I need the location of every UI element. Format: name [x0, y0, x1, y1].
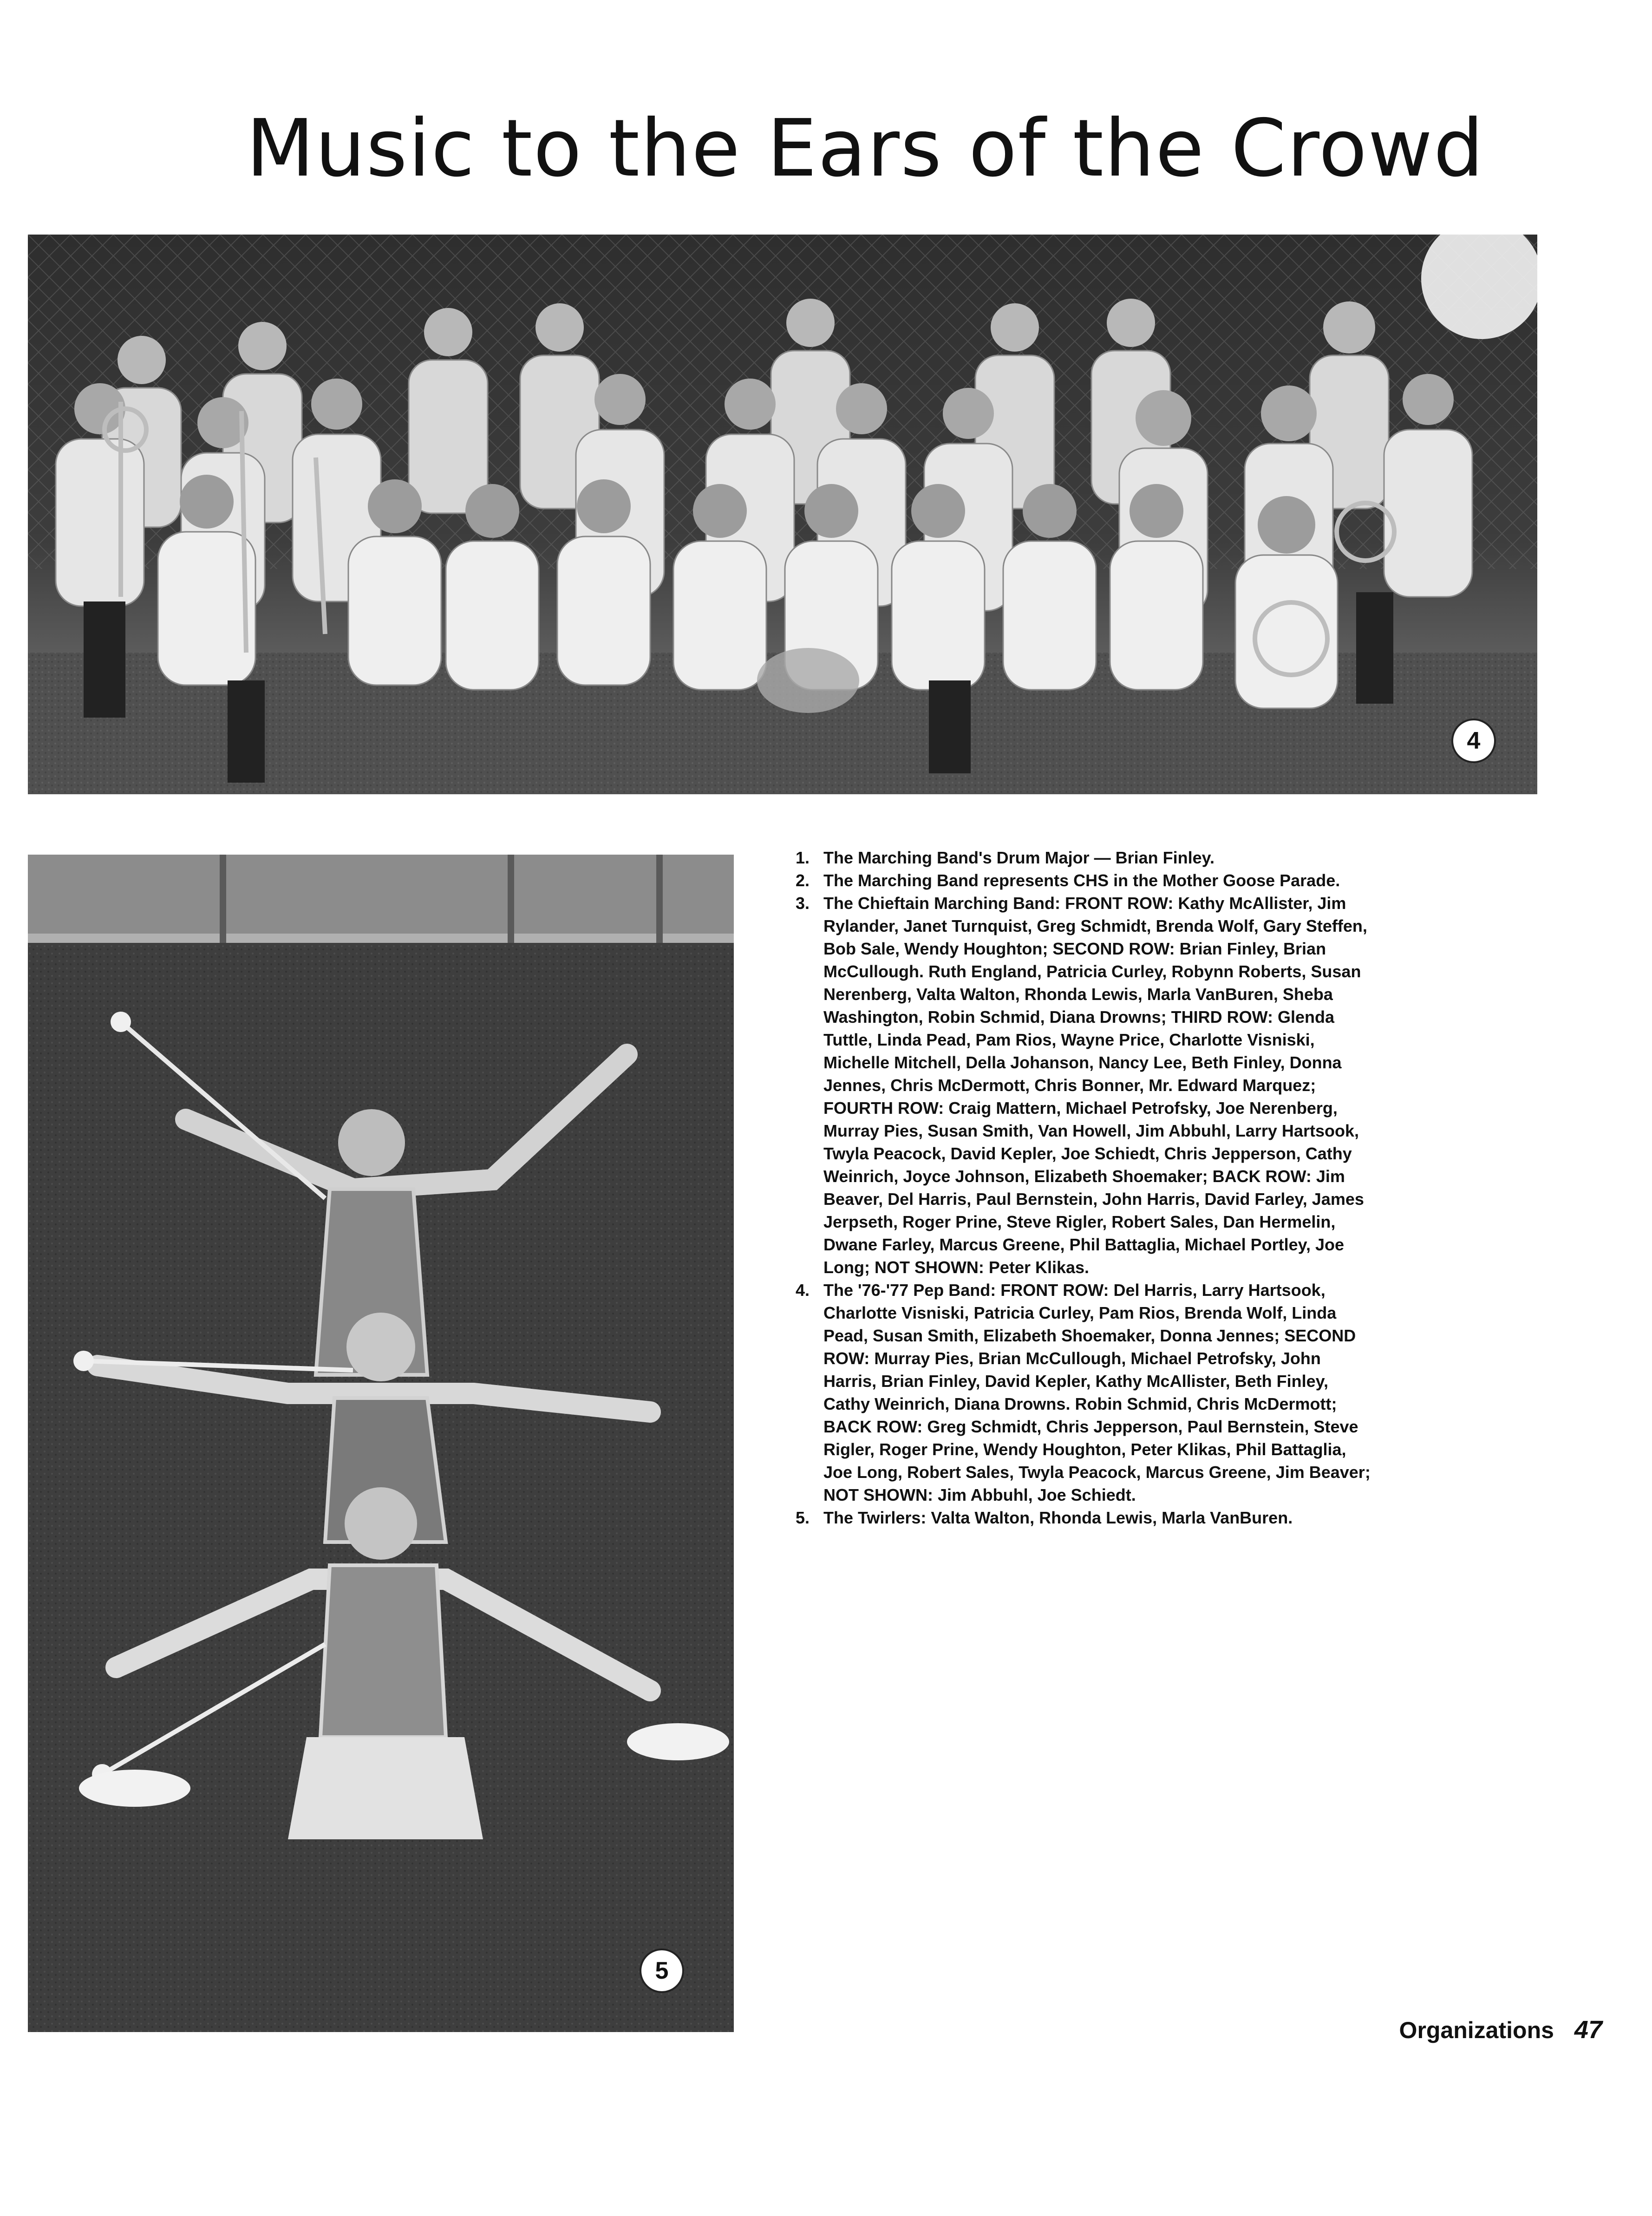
- page-title: Music to the Ears of the Crowd: [246, 103, 1485, 195]
- caption-item: [755, 892, 1377, 1279]
- band-group-photo: [28, 235, 1537, 794]
- band-group-illustration: [28, 235, 1537, 794]
- caption-item: [755, 1506, 1377, 1529]
- caption-number: 2.: [795, 871, 810, 890]
- caption-text: The '76-'77 Pep Band: FRONT ROW: Del Harris, Larry Hartsook, Charlotte Visniski, Patricia Curley, Pam Rios, Brenda Wolf, Linda Pead, Susan Smith, Elizabeth Shoemaker, Donna Jennes; SECOND ROW: Murray Pies, Brian McCullough, Michael Petrofsky, John Harris, Brian Finley, David Kepler, Kathy McAllister, Beth Finley, Cathy Weinrich, Diana Drowns. Robin Schmid, Chris McDermott; BACK ROW: Greg Schmidt, Chris Jepperson, Paul Bernstein, Steve Rigler, Roger Prine, Wendy Houghton, Peter Klikas, Phil Battaglia, Joe Long, Robert Sales, Twyla Peacock, Marcus Greene, Jim Beaver; NOT SHOWN: Jim Abbuhl, Joe Schiedt.: [823, 1281, 1371, 1504]
- caption-number: 1.: [795, 848, 810, 867]
- caption-text: The Twirlers: Valta Walton, Rhonda Lewis, Marla VanBuren.: [823, 1508, 1293, 1527]
- caption-item: [755, 1279, 1377, 1506]
- photo-number-badge: 4: [1451, 719, 1496, 763]
- caption-number: 4.: [795, 1281, 810, 1300]
- caption-text: The Marching Band represents CHS in the Mother Goose Parade.: [823, 871, 1340, 890]
- page-footer: [1384, 2011, 1602, 2048]
- page-number: 47: [1574, 2016, 1602, 2044]
- photo-number-badge: 5: [640, 1948, 684, 1993]
- caption-item: [755, 869, 1377, 892]
- caption-number: 5.: [795, 1508, 810, 1527]
- twirlers-photo: [28, 855, 734, 2032]
- caption-text: The Chieftain Marching Band: FRONT ROW: Kathy McAllister, Jim Rylander, Janet Turnquist, Greg Schmidt, Brenda Wolf, Gary Steffen, Bob Sale, Wendy Houghton; SECOND ROW: Brian Finley, Brian McCullough. Ruth England, Patricia Curley, Robynn Roberts, Susan Nerenberg, Valta Walton, Rhonda Lewis, Marla VanBuren, Sheba Washington, Robin Schmid, Diana Drowns; THIRD ROW: Glenda Tuttle, Linda Pead, Pam Rios, Wayne Price, Charlotte Visniski, Michelle Mitchell, Della Johanson, Nancy Lee, Beth Finley, Donna Jennes, Chris McDermott, Chris Bonner, Mr. Edward Marquez; FOURTH ROW: Craig Mattern, Michael Petrofsky, Joe Nerenberg, Murray Pies, Susan Smith, Van Howell, Jim Abbuhl, Larry Hartsook, Twyla Peacock, David Kepler, Joe Schiedt, Chris Jepperson, Cathy Weinrich, Joyce Johnson, Elizabeth Shoemaker; BACK ROW: Jim Beaver, Del Harris, Paul Bernstein, John Harris, David Farley, James Jerpseth, Roger Prine, Steve Rigler, Robert Sales, Dan Hermelin, Dwane Farley, Marcus Greene, Phil Battaglia, Michael Portley, Joe Long; NOT SHOWN: Peter Klikas.: [823, 894, 1367, 1277]
- section-name: Organizations: [1399, 2017, 1554, 2043]
- caption-number: 3.: [795, 894, 810, 913]
- caption-item: [755, 846, 1377, 869]
- caption-text: The Marching Band's Drum Major — Brian Finley.: [823, 848, 1215, 867]
- caption-list: [755, 846, 1377, 1529]
- twirlers-illustration: [28, 855, 734, 2032]
